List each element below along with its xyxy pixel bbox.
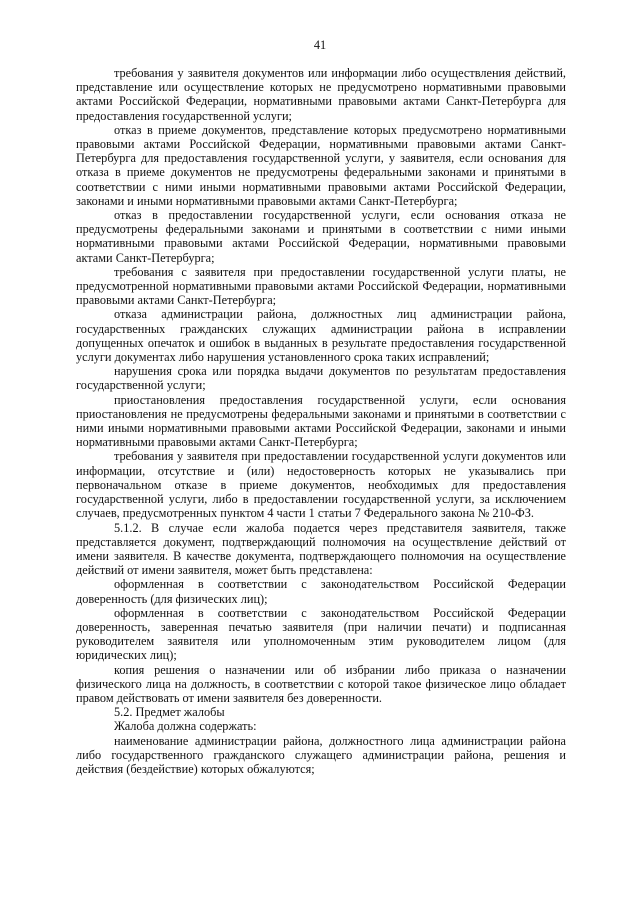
paragraph-1: требования у заявителя документов или информации либо осуществления действий, представление или осуществление которых не предусмотрено нормативными правовыми актами Российской Федерации, нормативными правовыми актами Санкт-Петербурга для предоставления государственной услуги;	[76, 66, 566, 123]
paragraph-8: требования у заявителя при предоставлении государственной услуги документов или информации, отсутствие и (или) недостоверность которых не указывались при первоначальном отказе в приеме документов, необходимых для предоставления государственной услуги, либо в предоставлении государственной услуги, за исключением случаев, предусмотренных пунктом 4 части 1 статьи 7 Федерального закона № 210-ФЗ.	[76, 449, 566, 521]
paragraph-14: Жалоба должна содержать:	[114, 719, 257, 734]
paragraph-11: оформленная в соответствии с законодательством Российской Федерации доверенность, заверенная печатью заявителя (при наличии печати) и подписанная руководителем заявителя или уполномоченным этим руководителем лицом (для юридических лиц);	[76, 605, 566, 663]
paragraph-12: копия решения о назначении или об избрании либо приказа о назначении физического лица на должность, в соответствии с которой такое физическое лицо обладает правом действовать от имени заявителя без доверенности.	[76, 662, 566, 705]
paragraph-10: оформленная в соответствии с законодательством Российской Федерации доверенность (для физических лиц);	[76, 577, 566, 606]
paragraph-5: отказа администрации района, должностных лиц администрации района, государственных гражданских служащих администрации района в исправлении допущенных опечаток и ошибок в выданных в результате предоставления государственной услуги документах либо нарушения установленного срока таких исправлений;	[76, 307, 566, 365]
document-body	[76, 66, 566, 776]
paragraph-4: требования с заявителя при предоставлении государственной услуги платы, не предусмотренной нормативными правовыми актами Российской Федерации, нормативными правовыми актами Санкт-Петербурга;	[76, 264, 566, 308]
paragraph-6: нарушения срока или порядка выдачи документов по результатам предоставления государственной услуги;	[76, 364, 566, 393]
paragraph-3: отказ в предоставлении государственной услуги, если основания отказа не предусмотрены федеральными законами и принятыми в соответствии с ними иными нормативными правовыми актами Российской Федерации, нормативными правовыми актами Санкт-Петербурга;	[76, 208, 566, 265]
page-number: 41	[313, 38, 327, 52]
paragraph-9: 5.1.2. В случае если жалоба подается через представителя заявителя, также представляется документ, подтверждающий полномочия на осуществление действий от имени заявителя. В качестве документа, подтверждающего полномочия на осуществление действий от имени заявителя, может быть представлена:	[76, 520, 566, 578]
paragraph-15: наименование администрации района, должностного лица администрации района либо государственного гражданского служащего администрации района, решения и действия (бездействие) которых обжалуются;	[76, 733, 566, 776]
section-heading: 5.2. Предмет жалобы	[114, 705, 225, 720]
paragraph-2: отказ в приеме документов, представление которых предусмотрено нормативными правовыми актами Российской Федерации, нормативными правовыми актами Санкт-Петербурга для предоставления государственной услуги, у заявителя, если основания для отказа в приеме документов не предусмотрены федеральными законами и принятыми в соответствии с ними иными нормативными правовыми актами Российской Федерации, законами и иными нормативными правовыми актами Санкт-Петербурга;	[76, 122, 566, 208]
paragraph-7: приостановления предоставления государственной услуги, если основания приостановления не предусмотрены федеральными законами и принятыми в соответствии с ними иными нормативными правовыми актами Российской Федерации, законами и иными нормативными правовыми актами Санкт-Петербурга;	[76, 392, 566, 450]
